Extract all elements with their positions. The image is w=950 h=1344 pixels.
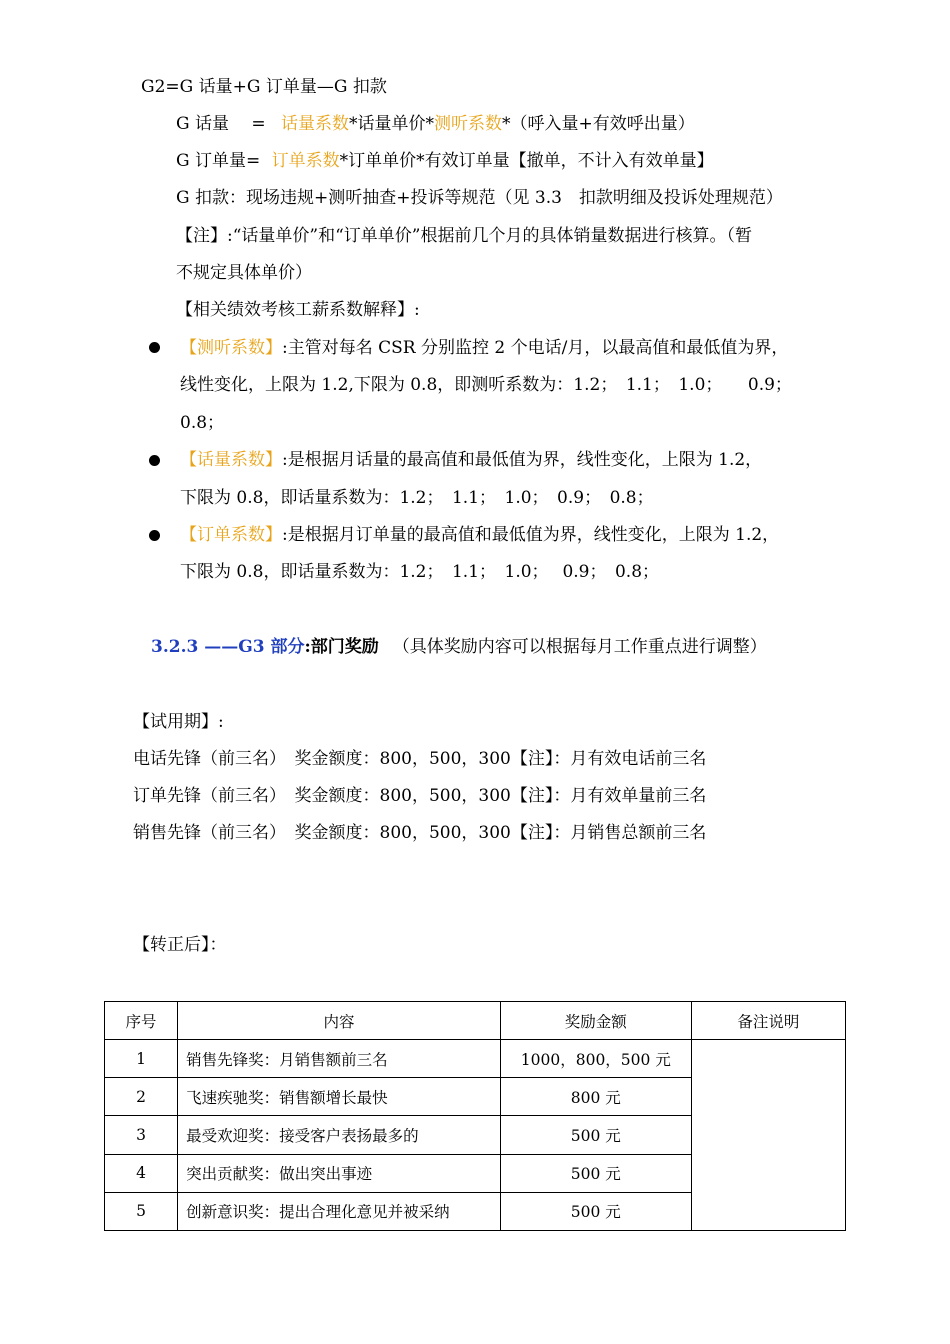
trial-title: 【试用期】: [133,712,224,732]
row-no: 5 [105,1192,178,1230]
trial-item: 订单先锋（前三名） 奖金额度：800，500，300【注】：月有效单量前三名 [133,786,707,806]
bullet-3-line1 [180,524,779,546]
section-number: 3.2.3 ——G3 部分 [151,637,305,657]
bullet-1-line3: 0.8； [180,413,225,433]
hualiang-coef: 话量系数 [281,114,350,134]
row-content: 最受欢迎奖：接受客户表扬最多的 [178,1116,501,1154]
bullet-2-key: 【话量系数】 [180,450,282,470]
dingdan-tail: *订单单价*有效订单量【撤单，不计入有效单量】 [339,151,714,171]
row-no: 1 [105,1040,178,1078]
note-cell [691,1040,845,1231]
dingdan-coef: 订单系数 [271,151,340,171]
bullet-1-text: :主管对每名 CSR 分别监控 2 个电话/月，以最高值和最低值为界， [282,338,789,358]
bullet-1-line2: 线性变化，上限为 1.2,下限为 0.8，即测听系数为：1.2； 1.1； 1.0； 0.9； [180,375,792,395]
note-line1: 【注】:“话量单价”和“订单单价”根据前几个月的具体销量数据进行核算。（暂 [176,226,752,246]
row-content: 飞速疾驰奖：销售额增长最快 [178,1078,501,1116]
table-row [105,1040,846,1078]
row-no: 4 [105,1154,178,1192]
regular-title: 【转正后】： [133,935,227,955]
row-amount: 1000，800，500 元 [500,1040,691,1078]
bullet-3-key: 【订单系数】 [180,525,282,545]
row-amount: 500 元 [500,1192,691,1230]
hualiang-coef2: 测听系数 [434,114,503,134]
bullet-dot [149,455,160,466]
dingdan-label: G 订单量= [176,151,266,171]
bullet-3-line2: 下限为 0.8，即话量系数为：1.2； 1.1； 1.0； 0.9； 0.8； [180,562,660,582]
bullet-1-key: 【测听系数】 [180,338,282,358]
row-content: 突出贡献奖：做出突出事迹 [178,1154,501,1192]
hualiang-label: G 话量 = [176,114,272,134]
bullet-2-line2: 下限为 0.8，即话量系数为：1.2； 1.1； 1.0； 0.9； 0.8； [180,488,654,508]
header-content: 内容 [178,1002,501,1040]
formula-hualiang [176,113,695,135]
hualiang-tail: *（呼入量+有效呼出量） [502,114,695,134]
trial-item: 电话先锋（前三名） 奖金额度：800，500，300【注】：月有效电话前三名 [133,749,707,769]
row-content: 销售先锋奖：月销售额前三名 [178,1040,501,1078]
row-amount: 500 元 [500,1116,691,1154]
table-header-row [105,1002,846,1040]
formula-koukuan: G 扣款：现场违规+测听抽查+投诉等规范（见 3.3 扣款明细及投诉处理规范） [176,188,783,208]
row-amount: 500 元 [500,1154,691,1192]
row-no: 2 [105,1078,178,1116]
row-content: 创新意识奖：提出合理化意见并被采纳 [178,1192,501,1230]
bullet-2-line1 [180,449,762,471]
bullet-1-line1 [180,337,788,359]
header-amount: 奖励金额 [500,1002,691,1040]
hualiang-mid: *话量单价* [349,114,435,134]
bullet-dot [149,342,160,353]
row-amount: 800 元 [500,1078,691,1116]
formula-main: G2=G 话量+G 订单量—G 扣款 [141,77,387,97]
trial-item: 销售先锋（前三名） 奖金额度：800，500，300【注】：月销售总额前三名 [133,823,707,843]
bullet-2-text: :是根据月话量的最高值和最低值为界，线性变化，上限为 1.2， [282,450,763,470]
section-heading [151,636,767,658]
formula-dingdan [176,150,714,172]
row-no: 3 [105,1116,178,1154]
header-note: 备注说明 [691,1002,845,1040]
explain-title: 【相关绩效考核工薪系数解释】: [176,300,420,320]
note-line2: 不规定具体单价） [176,263,312,283]
section-note: （具体奖励内容可以根据每月工作重点进行调整） [392,637,767,657]
reward-table [104,1001,846,1231]
section-title: :部门奖励 [304,637,379,657]
bullet-dot [149,530,160,541]
bullet-3-text: :是根据月订单量的最高值和最低值为界，线性变化，上限为 1.2， [282,525,780,545]
header-no: 序号 [105,1002,178,1040]
